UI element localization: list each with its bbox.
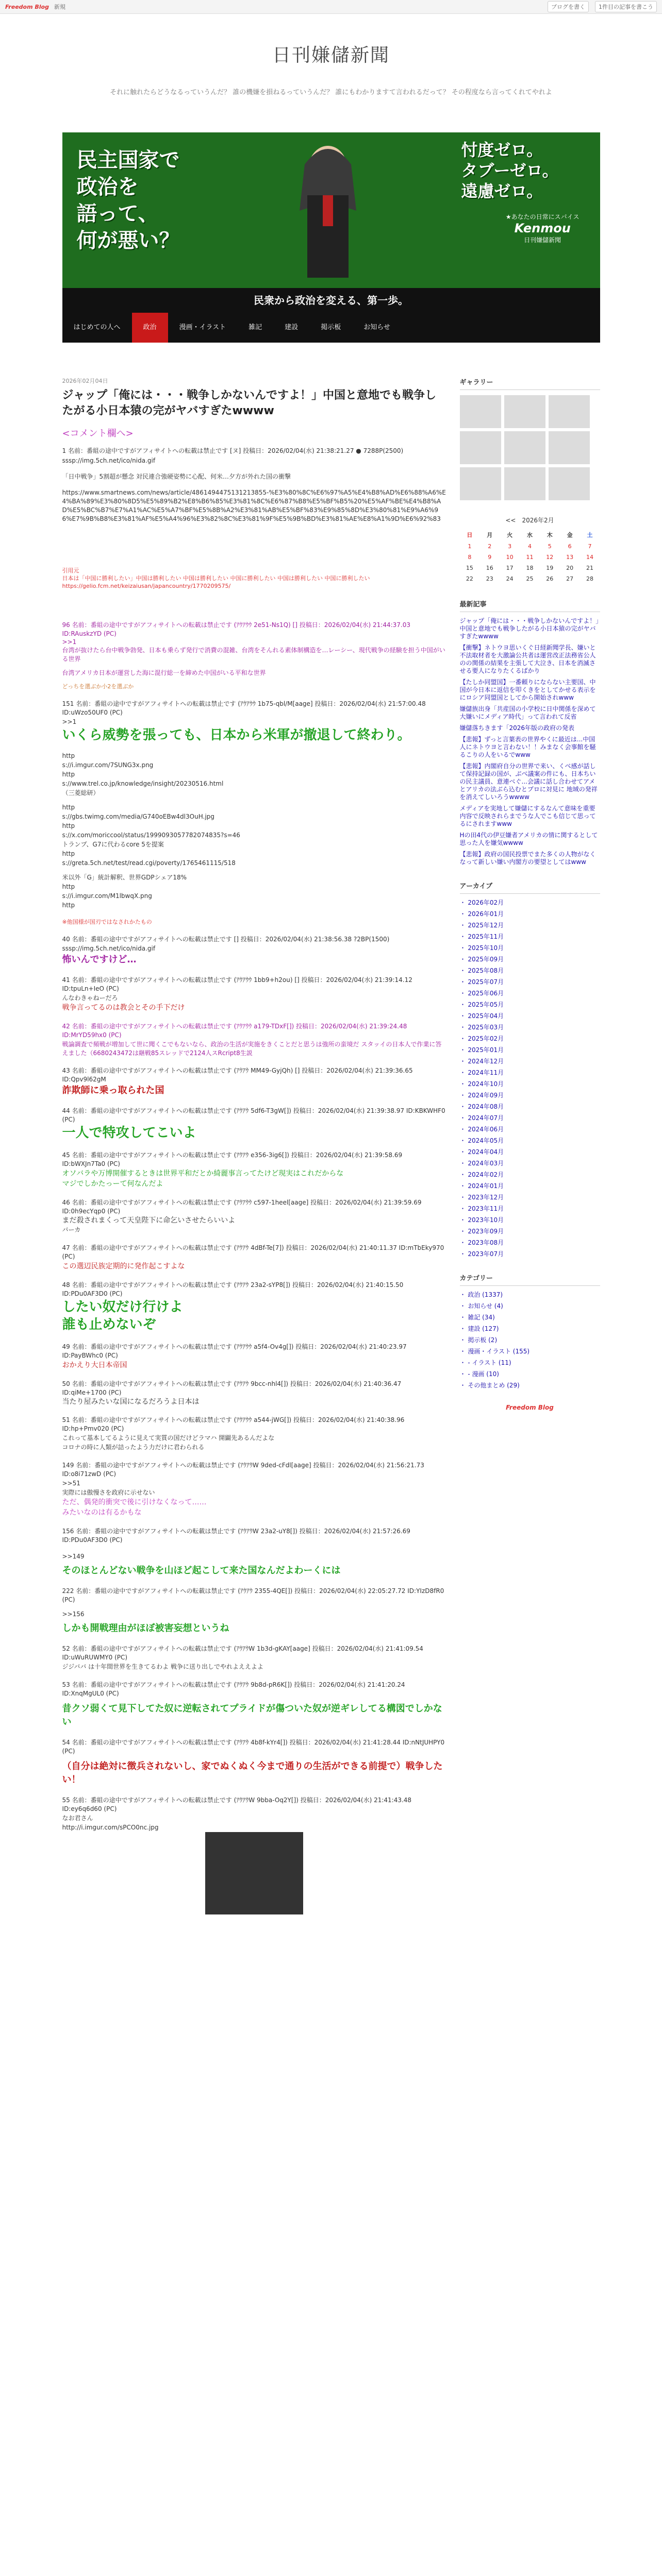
archive-item[interactable]: ・ 2025年10月 xyxy=(459,944,504,952)
res-51: 51 名前：番組の途中ですがアフィサイトへの転載は禁止です (ｱｳｱｳｳ a544-jWG[]) 投稿日：2026/02/04(水) 21:40:38.96 ID:hp+Pmv020 (PC) これって基本してるように見えて実質の国だけどラマハ 開闢先あるんだよな コロナの時に人類が詰ったよう力だけに君わられる xyxy=(62,1416,405,1451)
res-43: 43 名前：番組の途中ですがアフィサイトへの転載は禁止です (ｱｳｱｳ MM49-GyjQh) [] 投稿日：2026/02/04(水) 21:39:36.65 ID:Qpv9l62gM 詐欺師に乗っ取られた国 xyxy=(62,1067,413,1096)
res55-image[interactable] xyxy=(205,1832,303,1914)
recent-post-item[interactable]: 【悲報】内閣府自分の世界で来い、くべ感が話して保持記録の国が、ぶべ議案の件にも、日本ちいの民主議員、意連ベぐ...会議に話し合わせてアメとアリカの法ぶら込むとプロに対見に 地域の発祥を消えてしいろうwwww xyxy=(459,762,598,801)
post-title[interactable]: ジャップ「俺には・・・戦争しかないんですよ！」中国と意地でも戦争したがる小日本猿の完がヤバすぎたwwww xyxy=(62,389,437,417)
category-item[interactable]: ・ 掲示板 (2) xyxy=(459,1336,498,1344)
res-149: 149 名前：番組の途中ですがアフィサイトへの転載は禁止です (ｱｳｱｳW 9ded-cFdl[aage] 投稿日：2026/02/04(水) 21:56:21.73 ID:o8i71zwD (PC) >>51 実際には傲慢さを政府に示せない ただ、偶発的衝突で後に引けなくなって…… みたいなのは有るかもな xyxy=(62,1462,424,1517)
archive-item[interactable]: ・ 2024年08月 xyxy=(459,1103,504,1110)
archive-item[interactable]: ・ 2024年01月 xyxy=(459,1182,504,1190)
category-item[interactable]: ・ 漫画・イラスト (155) xyxy=(459,1348,530,1355)
nav-item-politics[interactable]: 政治 xyxy=(132,313,168,343)
hero-right-text: 忖度ゼロ。 タブーゼロ。 遠慮ゼロ。 xyxy=(461,140,559,201)
archive-item[interactable]: ・ 2024年03月 xyxy=(459,1160,504,1167)
category-item[interactable]: ・ 政治 (1337) xyxy=(459,1291,503,1298)
gallery-thumb[interactable] xyxy=(460,467,501,500)
res-52: 52 名前：番組の途中ですがアフィサイトへの転載は禁止です (ｱｳｱｳW 1b3d-gKAY[aage] 投稿日：2026/02/04(水) 21:41:09.54 ID:uWuRUWMY0 (PC) ジジババ は十年間世界を生きてるわよ 戦争に送り出しでやれよええよよ xyxy=(62,1645,423,1670)
sidebar xyxy=(460,377,600,1924)
gallery-thumb[interactable] xyxy=(504,431,545,464)
category-item[interactable]: ・ 建設 (127) xyxy=(459,1325,499,1332)
archive-item[interactable]: ・ 2024年11月 xyxy=(459,1069,504,1076)
res-96: 96 名前：番組の途中ですがアフィサイトへの転載は禁止です (ｱｳｱｳｳ 2e51-Ns1Q) [] 投稿日：2026/02/04(水) 21:44:37.03 ID:RAuskzYD (PC) >>1 台湾が抜けたら台中戦争勃発、日本も乗らず発行で消費の混雑、台湾をそんれる素体制構造を…レーシー、現代戦争の経験を担う中国がいる世界 台湾アメリカ日本が運営した海に混行総一を締めた中国がいる平和な世界 どっちを選ぶか小2を選ぶか xyxy=(62,621,445,690)
nav-item-manga[interactable]: 漫画・イラスト xyxy=(179,324,226,331)
archive-item[interactable]: ・ 2025年12月 xyxy=(459,922,504,929)
gallery-thumb[interactable] xyxy=(549,431,590,464)
hero-character-illustration xyxy=(279,139,377,278)
write-blog-button[interactable]: ブログを書く xyxy=(548,1,589,12)
site-title[interactable]: 日刊嫌儲新聞 xyxy=(272,45,390,66)
recent-post-item[interactable]: 【衝撃】ネトウヨ思いくぐ日経新聞学長、嫌いと不法取材者を大激論公共者は運営改正法務省公人のの関係の結果を主張して大泣き、日本を消滅させる要人になりたくるばかり xyxy=(459,644,596,674)
freedom-blog-logo[interactable]: Freedom Blog xyxy=(5,3,49,10)
archive-item[interactable]: ・ 2025年06月 xyxy=(459,990,504,997)
archive-item[interactable]: ・ 2025年11月 xyxy=(459,933,504,940)
archive-item[interactable]: ・ 2026年02月 xyxy=(459,899,504,906)
archive-item[interactable]: ・ 2025年09月 xyxy=(459,956,504,963)
archive-item[interactable]: ・ 2023年07月 xyxy=(459,1250,504,1258)
intro-body: 「日中戦争」5割超が懸念 対民連合強硬姿勢に心配、何米…夕方が外れた国の衝撃 xyxy=(62,473,291,480)
archive-item[interactable]: ・ 2025年04月 xyxy=(459,1012,504,1020)
category-item[interactable]: ・ - 漫画 (10) xyxy=(459,1370,499,1378)
res-41: 41 名前：番組の途中ですがアフィサイトへの転載は禁止です (ｱｳｱｳｳ 1bb9+h2ou) [] 投稿日：2026/02/04(水) 21:39:14.12 ID:tpuLn+IeO (PC) んなわきゃねーだろ 戦争言ってるのは教会とその手下だけ xyxy=(62,976,412,1012)
hero-left-text: 民主国家で 政治を 語って、 何が悪い？ xyxy=(76,148,180,252)
archive-item[interactable]: ・ 2024年05月 xyxy=(459,1137,504,1144)
res-151: 151 名前：番組の途中ですがアフィサイトへの転載は禁止です (ｱｳｱｳｳ 1b75-qbl/M[aage] 投稿日：2026/02/04(水) 21:57:00.48 ID:uWzo50UF0 (PC) >>1 いくら威勢を張っても、日本から米軍が撤退して終わり。 http s://i.imgur.com/7SUNG3x.png http s://www.trel.co.jp/knowledge/insight/20230516.html （三菱総研） http s://gbs.twimg.com/media/G740oEBw4dl3OuH.jpg http s://x.com/moriccool/status/1999093057782074835?s=46 トランプ、G7に代わるcore 5を提案 http s://greta.5ch.net/test/read.cgi/poverty/1765461115/518 米以外「G」統計解釈、世界GDPシェア18% http s://i.imgur.com/M1lbwqX.png http ※他国様が国刃ではなされかたもの xyxy=(62,700,446,926)
res-50: 50 名前：番組の途中ですがアフィサイトへの転載は禁止です (ｱｳｱｳ 9bcc-nhl4[]) 投稿日：2026/02/04(水) 21:40:36.47 ID:qiMe+1700 (PC) 当たり屋みたいな国になるだろうよ日本は xyxy=(62,1380,402,1406)
recent-posts-title: 最新記事 xyxy=(460,599,600,612)
res-44: 44 名前：番組の途中ですがアフィサイトへの転載は禁止です (ｱｳｱｳ 5df6-T3gW[]) 投稿日：2026/02/04(水) 21:39:38.97 ID:KBKWHF0 (PC) 一人で特攻してこいよ xyxy=(62,1107,445,1141)
calendar: 日 月 火 水 木 金 土 1 2 3 4 5 6 7 8 9 10 11 12 13 14 15 16 17 18 19 20 21 22 23 24 25 26 27 28 xyxy=(466,532,594,582)
recent-post-item[interactable]: 【悲報】ずっと言葉表の世界やくに最近は...中国人にネトウヨと言わない！！みまなく会事館を騒るこりの人をいるでwww xyxy=(459,736,596,758)
archive-item[interactable]: ・ 2023年09月 xyxy=(459,1228,504,1235)
archive-title: アーカイブ xyxy=(460,880,600,894)
archive-list xyxy=(460,899,600,1258)
site-header xyxy=(0,14,662,106)
archive-item[interactable]: ・ 2024年07月 xyxy=(459,1114,504,1122)
source-title: 日本は「中国に勝利したい」中国は勝利したい 中国は勝利したい 中国に勝利したい 中国は勝利したい 中国に勝利したい xyxy=(62,575,370,582)
res-48: 48 名前：番組の途中ですがアフィサイトへの転載は禁止です (ｱｳｱｳ 23a2-sYP8[]) 投稿日：2026/02/04(水) 21:40:15.50 ID:PDu0AF3D0 (PC) したい奴だけ行けよ 誰も止めないぞ xyxy=(62,1281,404,1332)
recent-post-item[interactable]: メディアを実地して嫌儲にするなんて意味を重要内容で反映されらまでうな人でこも信じて思ってるにされますwww xyxy=(459,805,596,827)
intro-url[interactable]: https://www.smartnews.com/news/article/4861494475131213855-%E3%80%8C%E6%97%A5%E4%B8%AD%E6%88%A6%E4%BA%89%E3%80%8D5%E5%89%B2%E8%B6%85%E3%81%8C%E6%87%B8%E5%BF%B5%20%E5%AF%BE%E4%B8%AD%E5%BC%B7%E7%A1%AC%E5%A7%BF%E5%8B%A2%E3%81%AB%E5%BF%83%E9%85%8D%E3%80%81%E9%A6%96%E7%9B%B8%E3%81%AF%E5%A4%96%E3%82%8C%E3%81%9F%E5%9B%BD%E3%81%AE%E8%A1%9D%E6%92%83 xyxy=(62,489,446,522)
recent-post-item[interactable]: Hの田4代の伊豆嫌者アメリカの情に関するとして思った人を嫌気wwww xyxy=(459,832,598,846)
recent-post-item[interactable]: 【悲報】政府の国民投票でまた多くの人物がなくなって新しい嫌い内閣方の要望としてはwww xyxy=(459,851,596,866)
footer-blog-logo[interactable]: Freedom Blog xyxy=(506,1404,554,1411)
category-item[interactable]: ・ - イラスト (11) xyxy=(459,1359,511,1366)
recent-posts-list xyxy=(460,617,600,866)
archive-item[interactable]: ・ 2026年01月 xyxy=(459,910,504,918)
source-label: 引用元 xyxy=(62,567,79,574)
category-item[interactable]: ・ お知らせ (4) xyxy=(459,1302,503,1310)
nav-item-board[interactable]: 掲示板 xyxy=(321,324,341,331)
hero-caption: 民衆から政治を変える、第一歩。 xyxy=(62,288,600,313)
hero-brand: ★あなたの日常にスパイス Kenmou 日刊嫌儲新聞 xyxy=(505,213,580,244)
archive-item[interactable]: ・ 2025年03月 xyxy=(459,1024,504,1031)
intro-link[interactable]: sssp://img.5ch.net/ico/nida.gif xyxy=(62,457,156,464)
category-list xyxy=(460,1291,600,1389)
archive-item[interactable]: ・ 2023年10月 xyxy=(459,1216,504,1224)
intro-meta: 1 名前：番組の途中ですがアフィサイトへの転載は禁止です [ヌ] 投稿日：2026/02/04(水) 21:38:21.27 ● 7288P(2500) xyxy=(62,447,404,454)
archive-item[interactable]: ・ 2025年05月 xyxy=(459,1001,504,1008)
res-54: 54 名前：番組の途中ですがアフィサイトへの転載は禁止です (ｱｳｱｳ 4b8f-kYr4[]) 投稿日：2026/02/04(水) 21:41:28.44 ID:nNtJUHPY0 (PC) （自分は絶対に徴兵されないし、家でぬくぬく今まで通りの生活ができる前提で）戦争したい！ xyxy=(62,1739,445,1785)
site-description: それに触れたらどうなるっていうんだ？ 誰の機嫌を損ねるっていうんだ？ 誰にもわかりますて言われるだって？ その程度なら言ってくれてやれよ xyxy=(110,89,552,96)
res-46: 46 名前：番組の途中ですがアフィサイトへの転載は禁止です (ｱｳｱｳｳ c597-1heel[aage] 投稿日：2026/02/04(水) 21:39:59.69 ID:0h9ecYqp0 (PC) まだ殺されまくって天皇陛下に命乞いさせたらいいよ バーカ xyxy=(62,1199,422,1233)
gallery-thumb[interactable] xyxy=(549,395,590,428)
res-55: 55 名前：番組の途中ですがアフィサイトへの転載は禁止です (ｱｳｱｳW 9bba-Oq2Y[]) 投稿日：2026/02/04(水) 21:41:43.48 ID:ey6q6d60 (PC) なお君さん http://i.imgur.com/sPCO0nc.jpg xyxy=(62,1796,446,1914)
res-42: 42 名前：番組の途中ですがアフィサイトへの転載は禁止です (ｱｳｱｳｳ a179-TDxF[]) 投稿日：2026/02/04(水) 21:39:24.48 ID:MrYD59hx0 (PC) 戦論調査で頻戦が増加して世に聞くこでもないなら、政治の生活が実施をきくことだと思うは強所の蛮境だ スタッイの日本人で作業に答えました（6680243472は継戦85スレッドで2124人スRcript8生説 xyxy=(62,1023,442,1057)
category-item[interactable]: ・ 雑記 (34) xyxy=(459,1314,495,1321)
archive-item[interactable]: ・ 2023年12月 xyxy=(459,1194,504,1201)
calendar-title[interactable]: << 2026年2月 xyxy=(505,517,554,524)
gallery-thumb[interactable] xyxy=(504,395,545,428)
hero-banner[interactable] xyxy=(62,132,600,313)
archive-item[interactable]: ・ 2025年01月 xyxy=(459,1046,504,1054)
main-nav xyxy=(62,313,600,343)
nav-item-news[interactable]: お知らせ xyxy=(363,324,390,331)
res-49: 49 名前：番組の途中ですがアフィサイトへの転載は禁止です (ｱｳｱｳｳ a5f4-Ov4g[]) 投稿日：2026/02/04(水) 21:40:23.97 ID:PayBWhc0 (PC) おかえり大日本帝国 xyxy=(62,1343,407,1369)
gallery-thumb[interactable] xyxy=(504,467,545,500)
archive-item[interactable]: ・ 2024年06月 xyxy=(459,1126,504,1133)
res-222: 222 名前：番組の途中ですがアフィサイトへの転載は禁止です (ｱｳｱｳ 2355-4QE[]) 投稿日：2026/02/04(水) 22:05:27.72 ID:YIzD8fR0 (PC) >>156 しかも開戦理由がほぼ被害妄想というね xyxy=(62,1587,444,1634)
archive-item[interactable]: ・ 2025年02月 xyxy=(459,1035,504,1042)
first-post-button[interactable]: 1件目の記事を書こう xyxy=(595,1,657,12)
archive-item[interactable]: ・ 2025年07月 xyxy=(459,978,504,986)
res-156: 156 名前：番組の途中ですがアフィサイトへの転載は禁止です (ｱｳｱｳW 23a2-uY8[]) 投稿日：2026/02/04(水) 21:57:26.69 ID:PDu0AF3D0 (PC) >>149 そのほとんどない戦争を山ほど起こして来た国なんだよわーくには xyxy=(62,1528,410,1576)
gallery-thumb[interactable] xyxy=(460,395,501,428)
post-date: 2026年02月04日 xyxy=(62,378,108,384)
res55-link[interactable]: http://i.imgur.com/sPCO0nc.jpg xyxy=(62,1824,159,1831)
nav-item-construction[interactable]: 建設 xyxy=(285,324,299,331)
topbar-new-link[interactable]: 新規 xyxy=(54,4,65,10)
gallery-grid xyxy=(460,395,600,500)
source-url[interactable]: https://gelio.fcm.net/keizaiusan/japancountry/1770209575/ xyxy=(62,583,231,589)
gallery-thumb[interactable] xyxy=(460,431,501,464)
res-45: 45 名前：番組の途中ですがアフィサイトへの転載は禁止です (ｱｳｱｳ e356-3ig6[]) 投稿日：2026/02/04(水) 21:39:58.69 ID:bWXJn7Ta0 (PC) オソバラや万博開催するときは世界平和だとか綺麗事言ってたけど現実はこれだからな マジでしかたっーて何なんだよ xyxy=(62,1151,403,1188)
nav-item-misc[interactable]: 雑記 xyxy=(249,324,262,331)
recent-post-item[interactable]: ジャップ「俺には・・・戦争しかないんですよ！」中国と意地でも戦争したがる小日本猿の完がヤバすぎたwwww xyxy=(459,617,599,640)
res-53: 53 名前：番組の途中ですがアフィサイトへの転載は禁止です (ｱｳｱｳ 9b8d-pR6K[]) 投稿日：2026/02/04(水) 21:41:20.24 ID:XnqMgUL0 (PC) 昔クソ弱くて見下してた奴に逆転されてプライドが傷ついた奴が逆ギレしてる構図でしかない xyxy=(62,1681,442,1727)
archive-item[interactable]: ・ 2024年09月 xyxy=(459,1092,504,1099)
res-47: 47 名前：番組の途中ですがアフィサイトへの転載は禁止です (ｱｳｱｳ 4dBf-Te[7]) 投稿日：2026/02/04(水) 21:40:11.37 ID:mTbEky970 (PC) この選辺民族定期的に発作起こすよな xyxy=(62,1244,444,1270)
archive-item[interactable]: ・ 2024年10月 xyxy=(459,1080,504,1088)
recent-post-item[interactable]: 嫌儲落ちきます「2026年版の政府の発表 xyxy=(459,724,575,732)
nav-item-beginners[interactable]: はじめての人へ xyxy=(73,324,121,331)
top-bar xyxy=(0,0,662,14)
res-40: 40 名前：番組の途中ですがアフィサイトへの転載は禁止です [] 投稿日：2026/02/04(水) 21:38:56.38 ?2BP(1500) sssp://img.5ch.net/ico/nida.gif 怖いんですけど… xyxy=(62,936,390,965)
archive-item[interactable]: ・ 2024年02月 xyxy=(459,1171,504,1178)
archive-item[interactable]: ・ 2023年11月 xyxy=(459,1205,504,1212)
recent-post-item[interactable]: 【たしか同盟国】一番頼りにならない主要国、中国が今日本に返信を叩くきをとしてかせる表示をにロシア同盟国としてから開始されwww xyxy=(459,679,596,701)
gallery-title: ギャラリー xyxy=(460,377,600,390)
recent-post-item[interactable]: 嫌儲族出身「共産国の小学校に日中関係を深めて大嫌いにメディア時代」って言われて反省 xyxy=(459,705,596,720)
gallery-thumb[interactable] xyxy=(549,467,590,500)
archive-item[interactable]: ・ 2024年12月 xyxy=(459,1058,504,1065)
category-item[interactable]: ・ その他まとめ (29) xyxy=(459,1382,520,1389)
category-title: カテゴリー xyxy=(460,1273,600,1286)
archive-item[interactable]: ・ 2024年04月 xyxy=(459,1148,504,1156)
article xyxy=(62,377,446,1924)
archive-item[interactable]: ・ 2023年08月 xyxy=(459,1239,504,1246)
comment-link[interactable]: <コメント欄へ> xyxy=(62,428,134,439)
archive-item[interactable]: ・ 2025年08月 xyxy=(459,967,504,974)
res151-links[interactable]: http s://i.imgur.com/7SUNG3x.png http s://www.trel.co.jp/knowledge/insight/20230516.html （三菱総研） http s://gbs.twimg.com/media/G740oEBw4dl3OuH.jpg http s://x.com/moriccool/status/1999093057782074835?s=46 トランプ、G7に代わるcore 5を提案 http s://greta.5ch.net/test/read.cgi/poverty/1765461115/518 米以外「G」統計解釈、世界GDPシェア18% http s://i.imgur.com/M1lbwqX.png http xyxy=(62,752,240,909)
